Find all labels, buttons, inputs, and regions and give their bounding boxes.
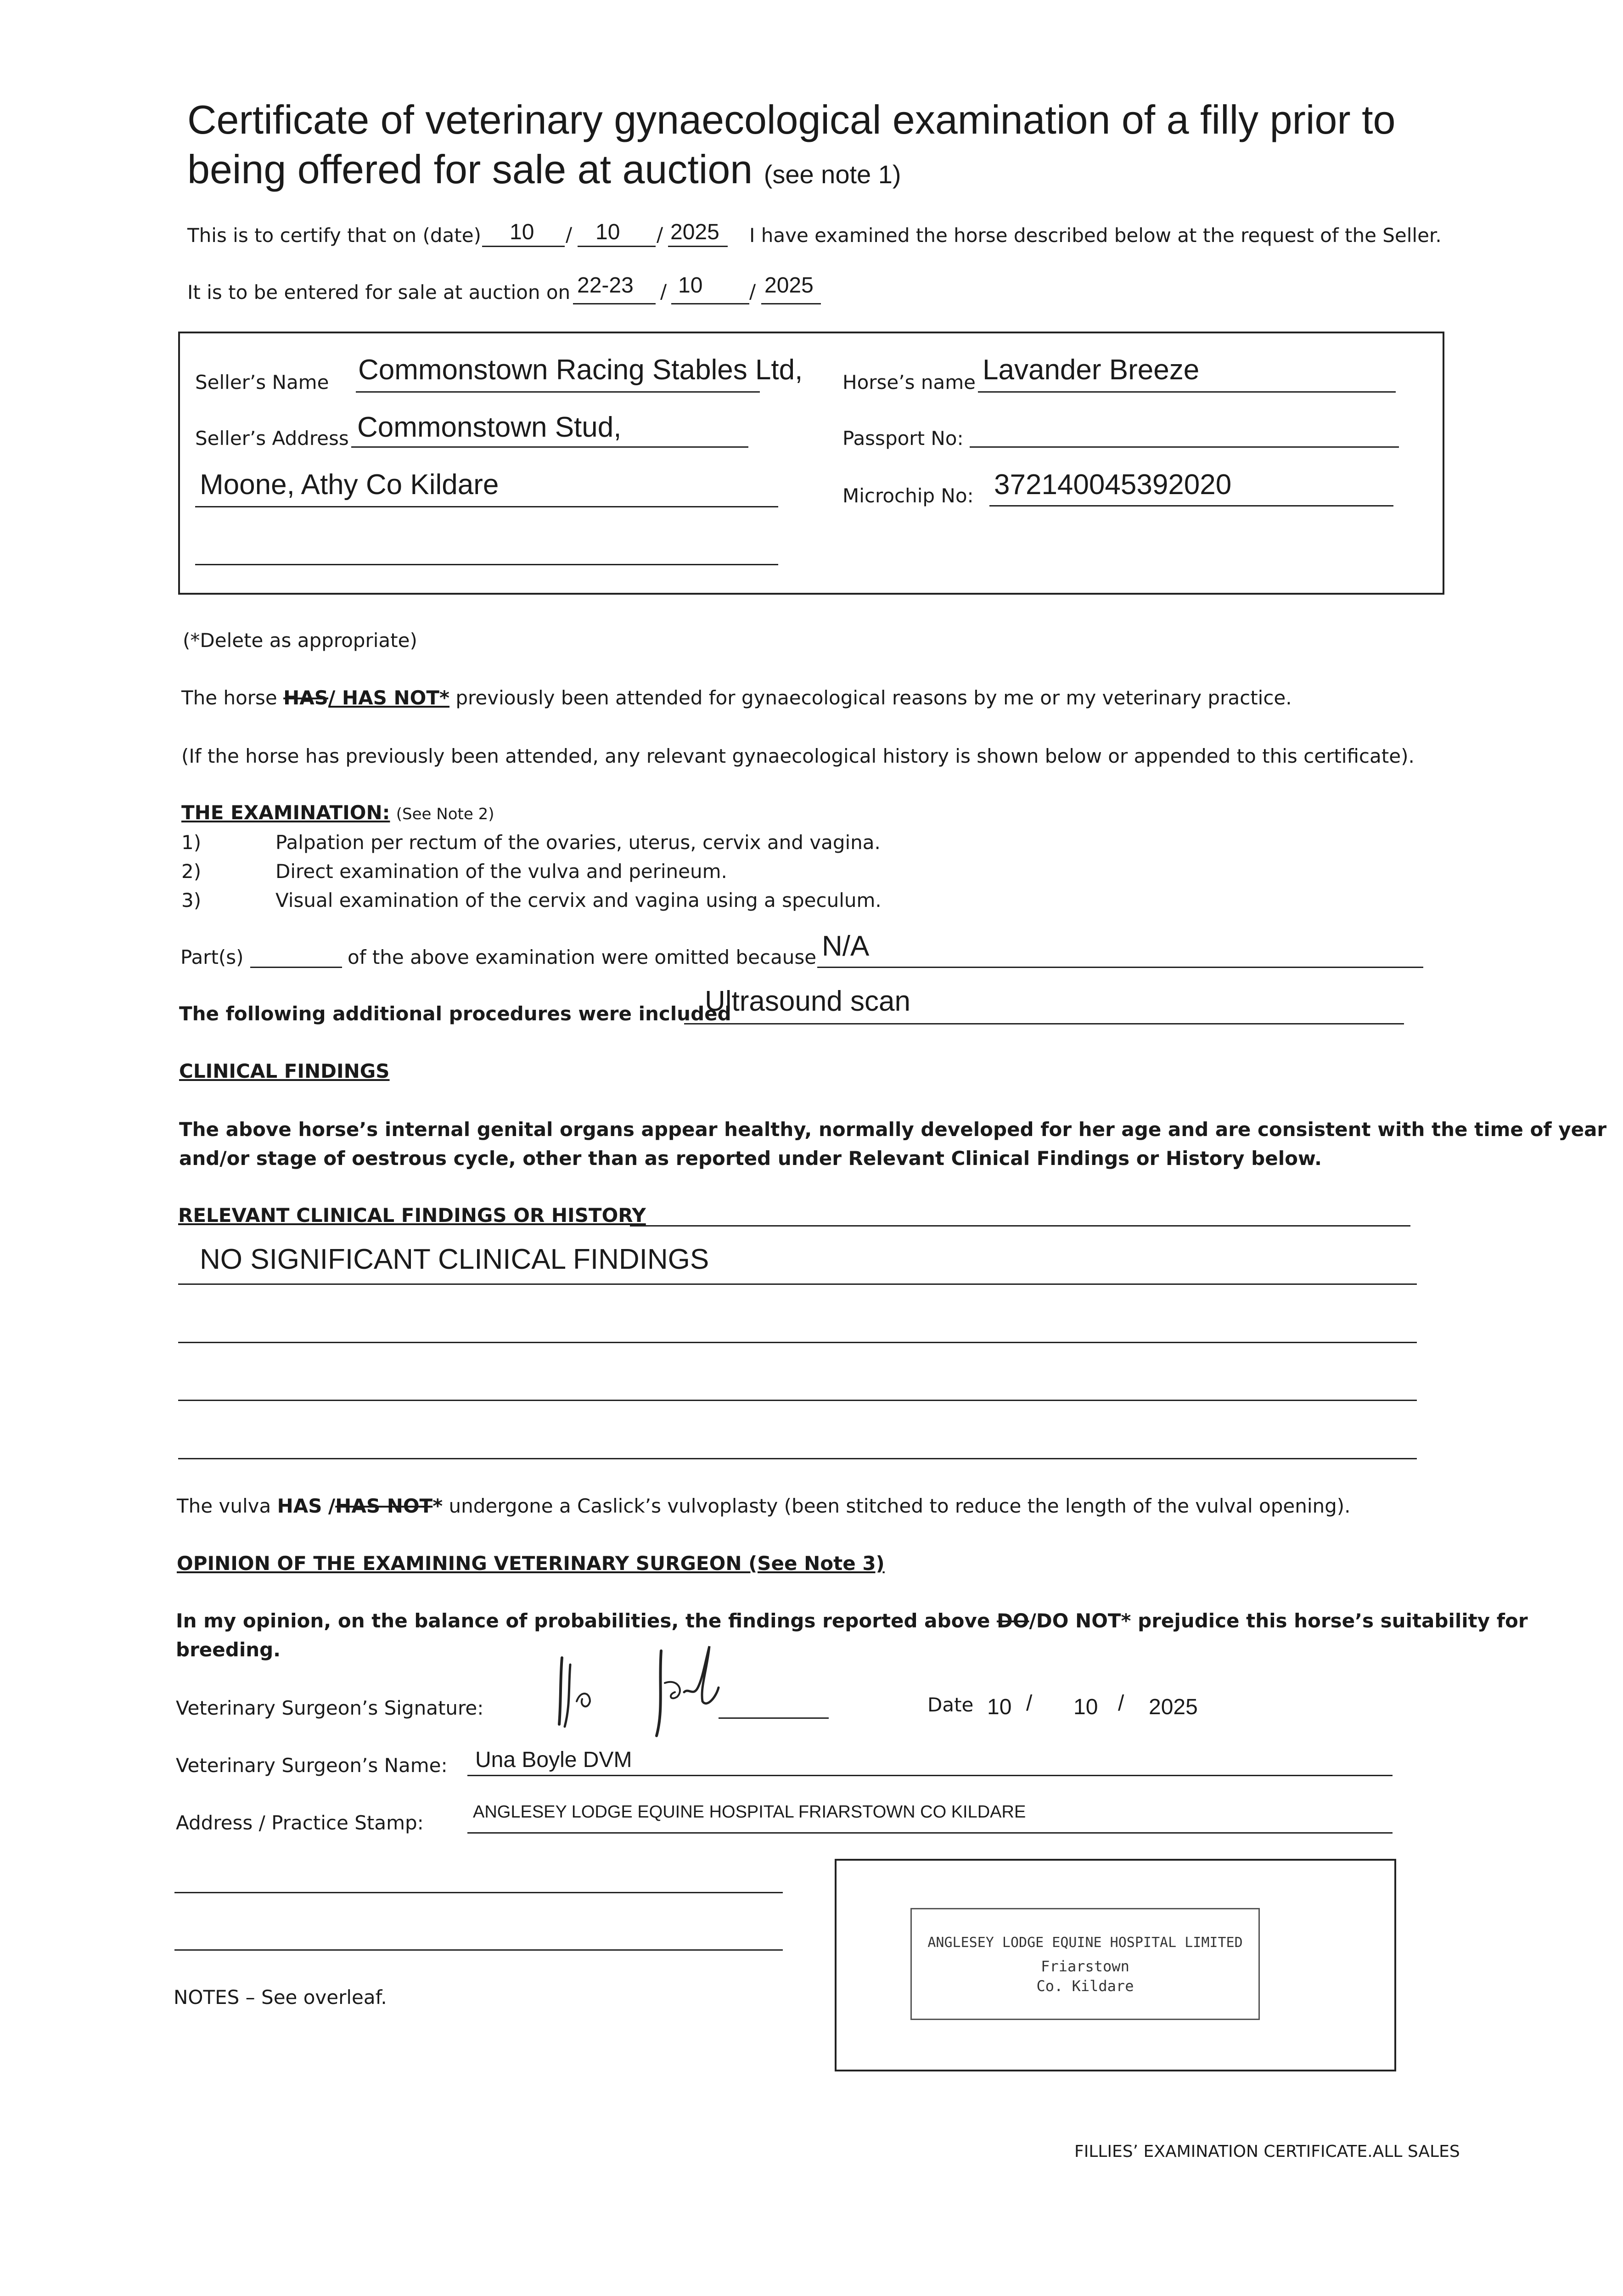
date-day: 10 [987, 1695, 1012, 1719]
parts-reason: N/A [822, 930, 870, 962]
parts-mid: of the above examination were omitted because [348, 946, 817, 968]
address-label: Address / Practice Stamp: [176, 1812, 424, 1834]
exam-item-3-num: 3) [181, 889, 202, 912]
vulva-has-not: HAS NOT [335, 1495, 433, 1517]
stamp-line-3: Co. Kildare [1036, 1977, 1134, 1995]
practice-address: ANGLESEY LODGE EQUINE HOSPITAL FRIARSTOWN CO KILDARE [473, 1802, 1026, 1822]
footer: FILLIES’ EXAMINATION CERTIFICATE.ALL SALES [1074, 2142, 1460, 2161]
passport-label: Passport No: [842, 427, 964, 450]
opinion-do: DO [996, 1609, 1029, 1632]
notes: NOTES – See overleaf. [174, 1986, 387, 2009]
relevant-heading: RELEVANT CLINICAL FINDINGS OR HISTORY [178, 1204, 646, 1227]
auction-day: 22-23 [577, 273, 634, 298]
attended-has: HAS [283, 687, 329, 709]
attended-line: The horse HAS/ HAS NOT* previously been attended for gynaecological reasons by me or my veterinary practice. [181, 687, 1292, 709]
microchip-label: Microchip No: [842, 484, 974, 507]
practice-stamp [910, 1908, 1260, 2020]
additional-value: Ultrasound scan [705, 985, 911, 1017]
exam-item-2: Direct examination of the vulva and perineum. [275, 860, 727, 883]
auction-year: 2025 [764, 273, 814, 298]
seller-address-1: Commonstown Stud, [357, 411, 622, 443]
delete-note: (*Delete as appropriate) [183, 629, 417, 652]
signature-label: Veterinary Surgeon’s Signature: [176, 1697, 484, 1719]
certify-prefix: This is to certify that on (date) [187, 224, 481, 247]
surgeon-name-label: Veterinary Surgeon’s Name: [176, 1754, 448, 1777]
exam-item-1-num: 1) [181, 831, 202, 854]
exam-item-1: Palpation per rectum of the ovaries, uterus, cervix and vagina. [275, 831, 881, 854]
date-label: Date [927, 1694, 974, 1716]
history-note: (If the horse has previously been attended, any relevant gynaecological history is shown below or appended to this certificate). [181, 745, 1415, 767]
horse-name-label: Horse’s name [842, 371, 976, 394]
examination-heading: THE EXAMINATION: (See Note 2) [181, 801, 494, 824]
title-line-1: Certificate of veterinary gynaecological examination of a filly prior to [187, 97, 1396, 142]
seller-name-label: Seller’s Name [195, 371, 329, 394]
stamp-line-1: ANGLESEY LODGE EQUINE HOSPITAL LIMITED [927, 1935, 1243, 1951]
auction-prefix: It is to be entered for sale at auction on [187, 281, 571, 304]
attended-has-not: / HAS NOT* [328, 687, 450, 709]
microchip: 372140045392020 [994, 469, 1232, 501]
certify-year: 2025 [670, 220, 719, 244]
relevant-value: NO SIGNIFICANT CLINICAL FINDINGS [200, 1244, 709, 1275]
additional-label: The following additional procedures were included [179, 1002, 731, 1025]
surgeon-name: Una Boyle DVM [475, 1748, 632, 1772]
date-year: 2025 [1149, 1695, 1198, 1719]
title-note: (see note 1) [764, 160, 901, 189]
exam-item-3: Visual examination of the cervix and vagina using a speculum. [275, 889, 882, 912]
vulva-line: The vulva HAS /HAS NOT* undergone a Caslick’s vulvoplasty (been stitched to reduce the length of the vulval opening). [177, 1495, 1351, 1517]
signature-name-text [716, 1653, 719, 1654]
title-line-2 [187, 146, 901, 193]
horse-name: Lavander Breeze [983, 354, 1200, 386]
date-month: 10 [1073, 1695, 1098, 1719]
exam-item-2-num: 2) [181, 860, 202, 883]
opinion-text-2: breeding. [176, 1638, 281, 1661]
parts-prefix: Part(s) [180, 946, 244, 968]
seller-name: Commonstown Racing Stables Ltd, [358, 354, 803, 386]
certify-suffix: I have examined the horse described below at the request of the Seller. [749, 224, 1442, 247]
stamp-line-2: Friarstown [1041, 1958, 1129, 1975]
clinical-statement-2: and/or stage of oestrous cycle, other than as reported under Relevant Clinical Findings or History below. [179, 1147, 1322, 1170]
clinical-heading: CLINICAL FINDINGS [179, 1060, 390, 1082]
seller-address-2: Moone, Athy Co Kildare [200, 469, 499, 501]
certify-day: 10 [510, 220, 534, 244]
certify-month: 10 [595, 220, 620, 244]
seller-address-label: Seller’s Address [195, 427, 349, 450]
auction-month: 10 [678, 273, 703, 298]
title-text: being offered for sale at auction [187, 146, 753, 192]
clinical-statement-1: The above horse’s internal genital organs appear healthy, normally developed for her age and are consistent with the time of year [179, 1118, 1607, 1141]
signature-scribble [546, 1632, 730, 1738]
opinion-text-1: In my opinion, on the balance of probabilities, the findings reported above DO/DO NOT* prejudice this horse’s suitability for [176, 1609, 1528, 1632]
opinion-heading: OPINION OF THE EXAMINING VETERINARY SURGEON (See Note 3) [177, 1552, 885, 1575]
